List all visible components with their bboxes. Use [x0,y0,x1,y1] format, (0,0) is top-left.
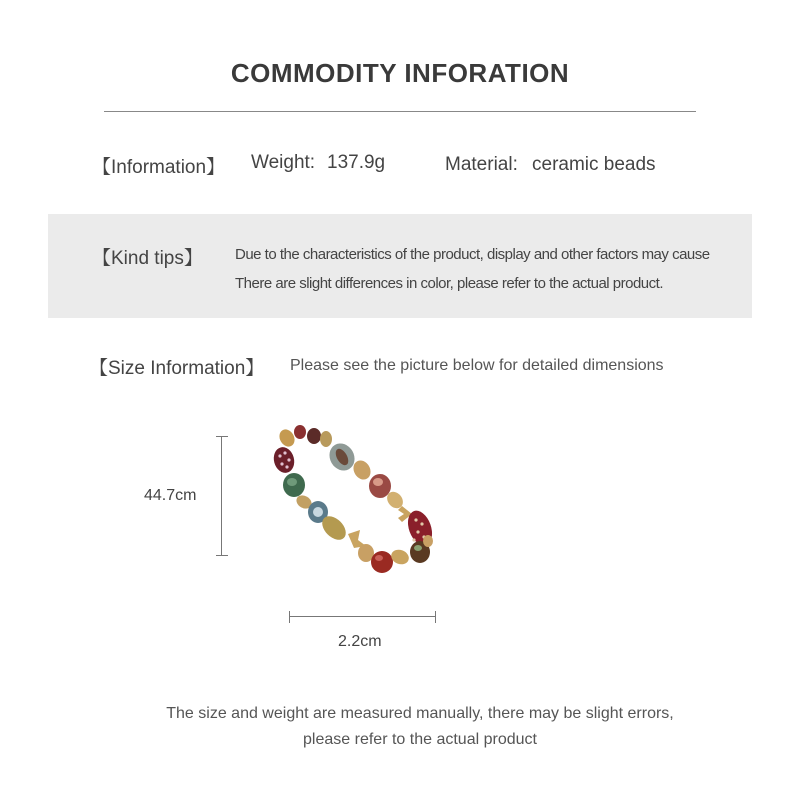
disclaimer-line-2: please refer to the actual product [303,731,537,748]
kind-tips-label: 【Kind tips】 [92,248,203,269]
width-dimension-label: 2.2cm [338,633,382,650]
disclaimer-line-1: The size and weight are measured manually, there may be slight errors, [166,705,674,722]
title-divider [104,111,696,112]
height-dimension-label: 44.7cm [144,487,197,504]
information-label: 【Information】 [92,157,226,178]
size-information-label: 【Size Information】 [89,358,265,379]
size-information-description: Please see the picture below for detailed dimensions [290,357,664,374]
page-title: COMMODITY INFORATION [230,58,570,88]
kind-tips-line-2: There are slight differences in color, please refer to the actual product. [235,275,663,292]
material-label: Material: [445,154,518,175]
bracelet-image [262,420,452,590]
kind-tips-line-1: Due to the characteristics of the product, display and other factors may cause [235,246,710,263]
width-dimension-line [289,611,436,623]
weight-label: Weight: [251,152,316,173]
weight-value: 137.9g [327,152,386,173]
kind-tips-panel [48,214,752,318]
material-value: ceramic beads [532,154,656,175]
height-dimension-line [216,436,228,556]
